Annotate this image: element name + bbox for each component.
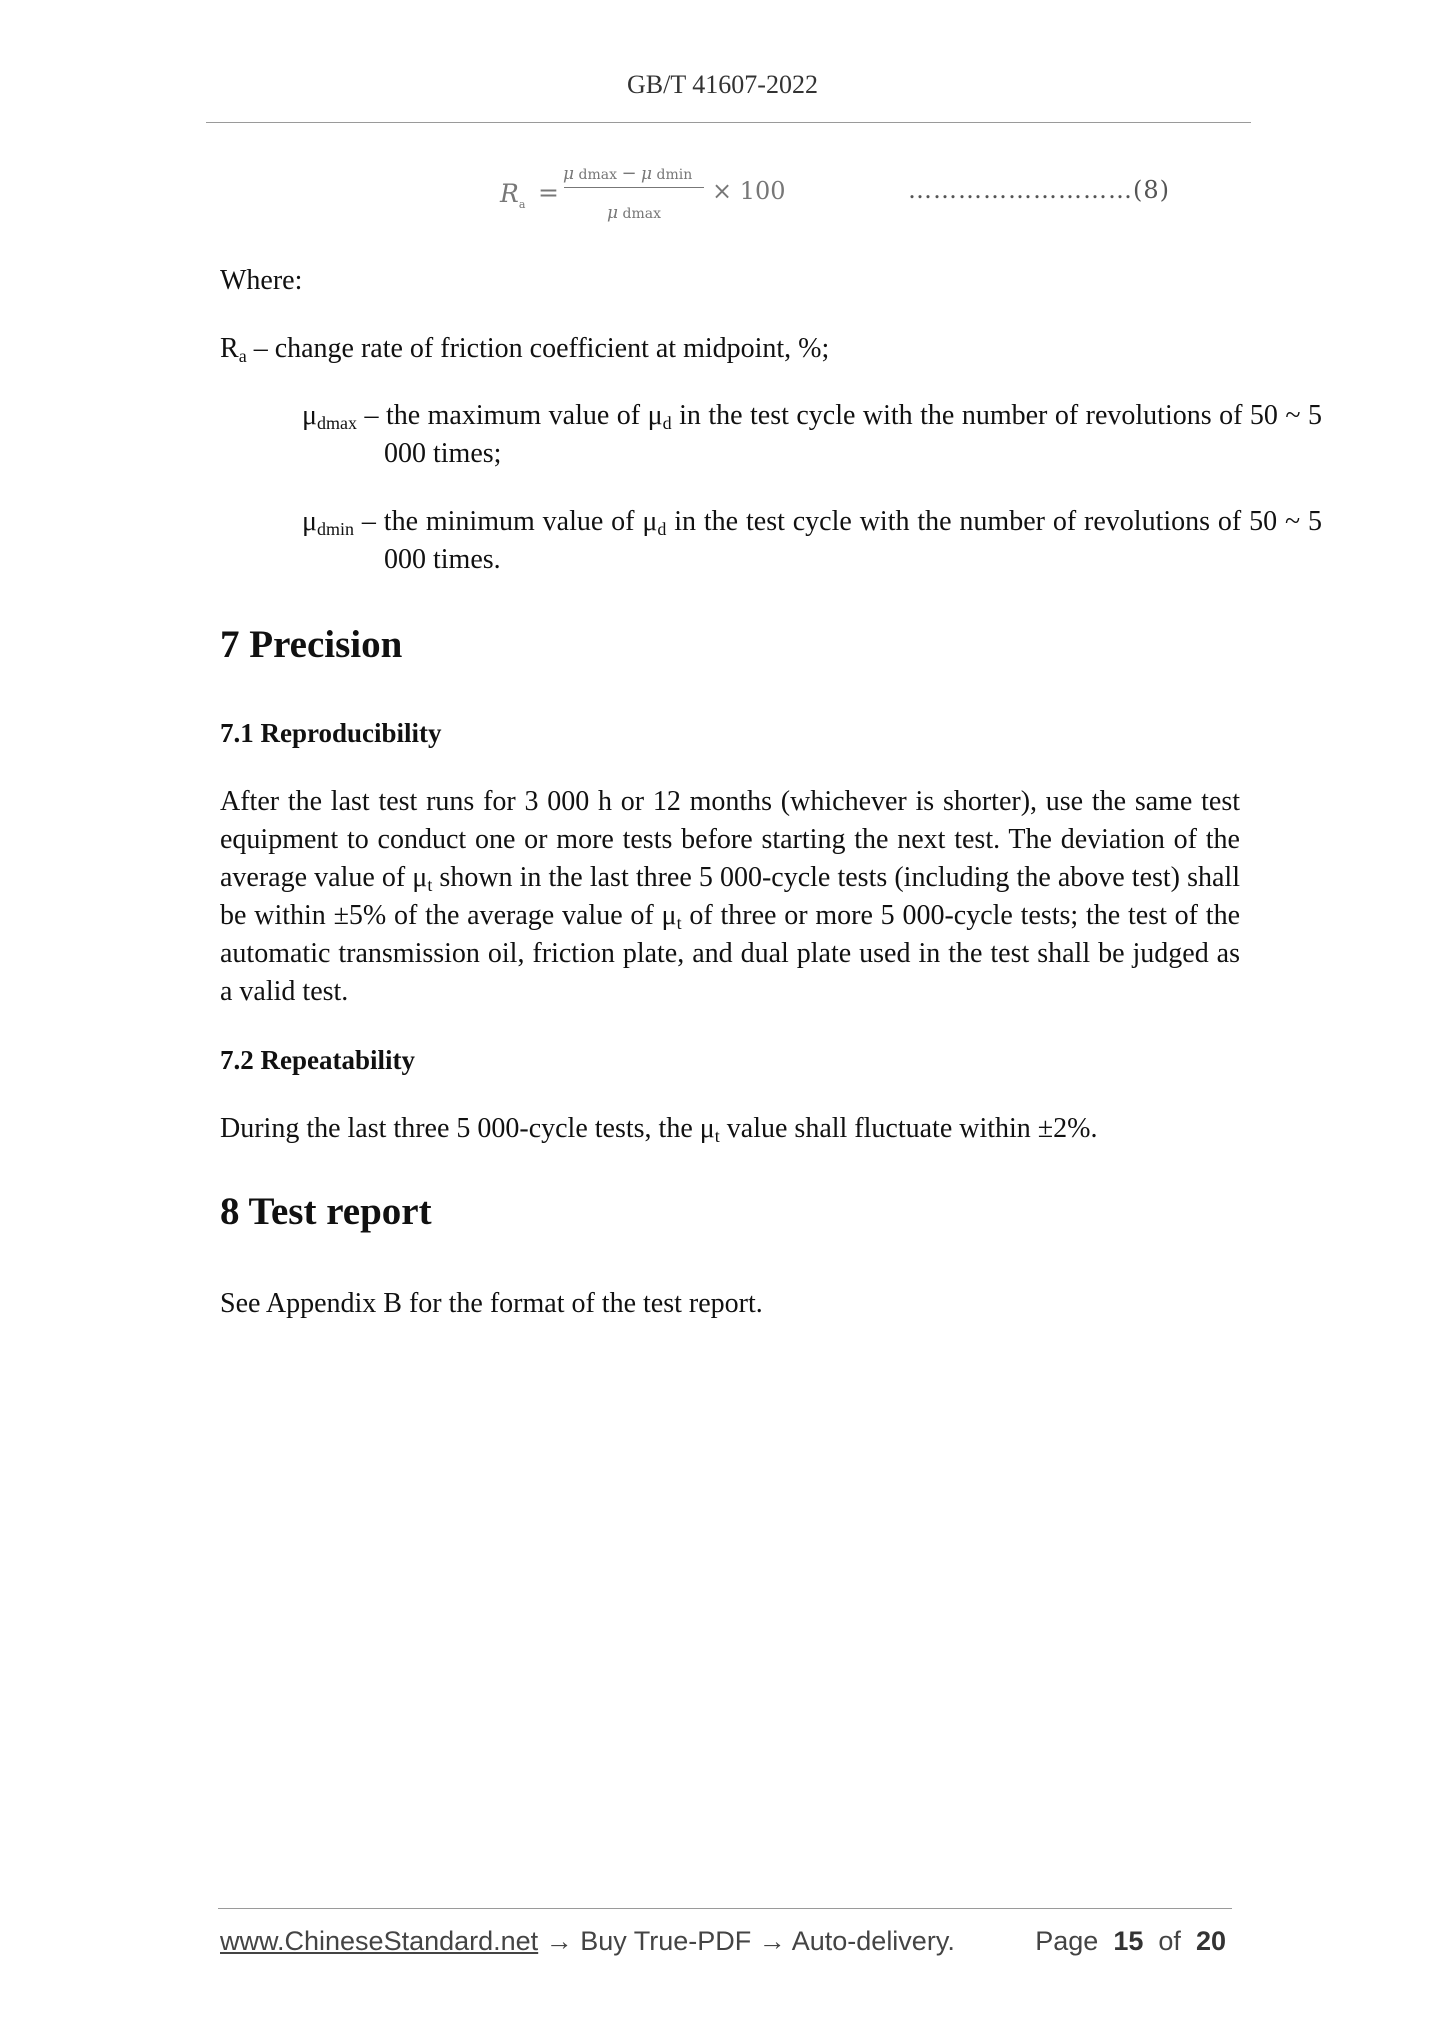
section-7-2-heading: 7.2 Repeatability bbox=[220, 1045, 415, 1075]
section-8-heading: 8 Test report bbox=[220, 1190, 432, 1233]
current-page: 15 bbox=[1113, 1926, 1144, 1956]
fraction-bar bbox=[564, 187, 704, 188]
footer-divider bbox=[218, 1908, 1232, 1909]
repeatability-paragraph: During the last three 5 000-cycle tests, the $\mu_t$ value shall fluctuate within ±2%. bbox=[220, 1113, 1098, 1146]
definition-mu-dmax: $\mu_{dmax}$ – the maximum value of $\mu_d$ in the test cycle with the number of revolutions of 50 ~ 5 000 times; bbox=[302, 400, 1322, 469]
section-7-heading: 7 Precision bbox=[220, 623, 403, 666]
formula-multiplier: × 100 bbox=[712, 177, 786, 205]
definition-mu-dmin: $\mu_{dmin}$ – the minimum value of $\mu_d$ in the test cycle with the number of revolutions of 50 ~ 5 000 times. bbox=[302, 506, 1323, 575]
equation-number: ………………………(8) bbox=[908, 176, 1170, 204]
test-report-paragraph: See Appendix B for the format of the test report. bbox=[220, 1288, 763, 1319]
formula-numerator: μ dmax − μ dmin bbox=[563, 163, 693, 184]
definition-ra: $R_a$ – change rate of friction coefficient at midpoint, %; bbox=[220, 333, 830, 366]
section-7-1-heading: 7.1 Reproducibility bbox=[220, 718, 442, 748]
page-indicator: Page 15 of 20 bbox=[1035, 1926, 1226, 1956]
running-header: GB/T 41607-2022 bbox=[627, 70, 818, 99]
footer-promo: www.ChineseStandard.net → Buy True-PDF → Auto-delivery. bbox=[220, 1926, 955, 1956]
website-link[interactable]: www.ChineseStandard.net bbox=[220, 1926, 539, 1956]
formula-equals: = bbox=[538, 178, 559, 207]
formula-lhs: $R_a$ bbox=[500, 179, 526, 211]
page-footer bbox=[220, 1926, 1232, 1966]
where-label: Where: bbox=[220, 265, 303, 296]
formula-denominator: μ dmax bbox=[607, 203, 661, 223]
reproducibility-paragraph: After the last test runs for 3 000 h or 12 months (whichever is shorter), use the same test equipment to conduct one or more tests before starting the next test. The deviation of the average value of $\mu_t$ shown in the last three 5 000-cycle tests (including the above test) shall be within ±5% of the average value of $\mu_t$ of three or more 5 000-cycle tests; the test of the automatic transmission oil, friction plate, and dual plate used in the test shall be judged as a valid test. bbox=[220, 786, 1240, 1007]
total-pages: 20 bbox=[1195, 1926, 1226, 1956]
header-divider bbox=[206, 122, 1251, 123]
formula-8 bbox=[500, 163, 800, 233]
